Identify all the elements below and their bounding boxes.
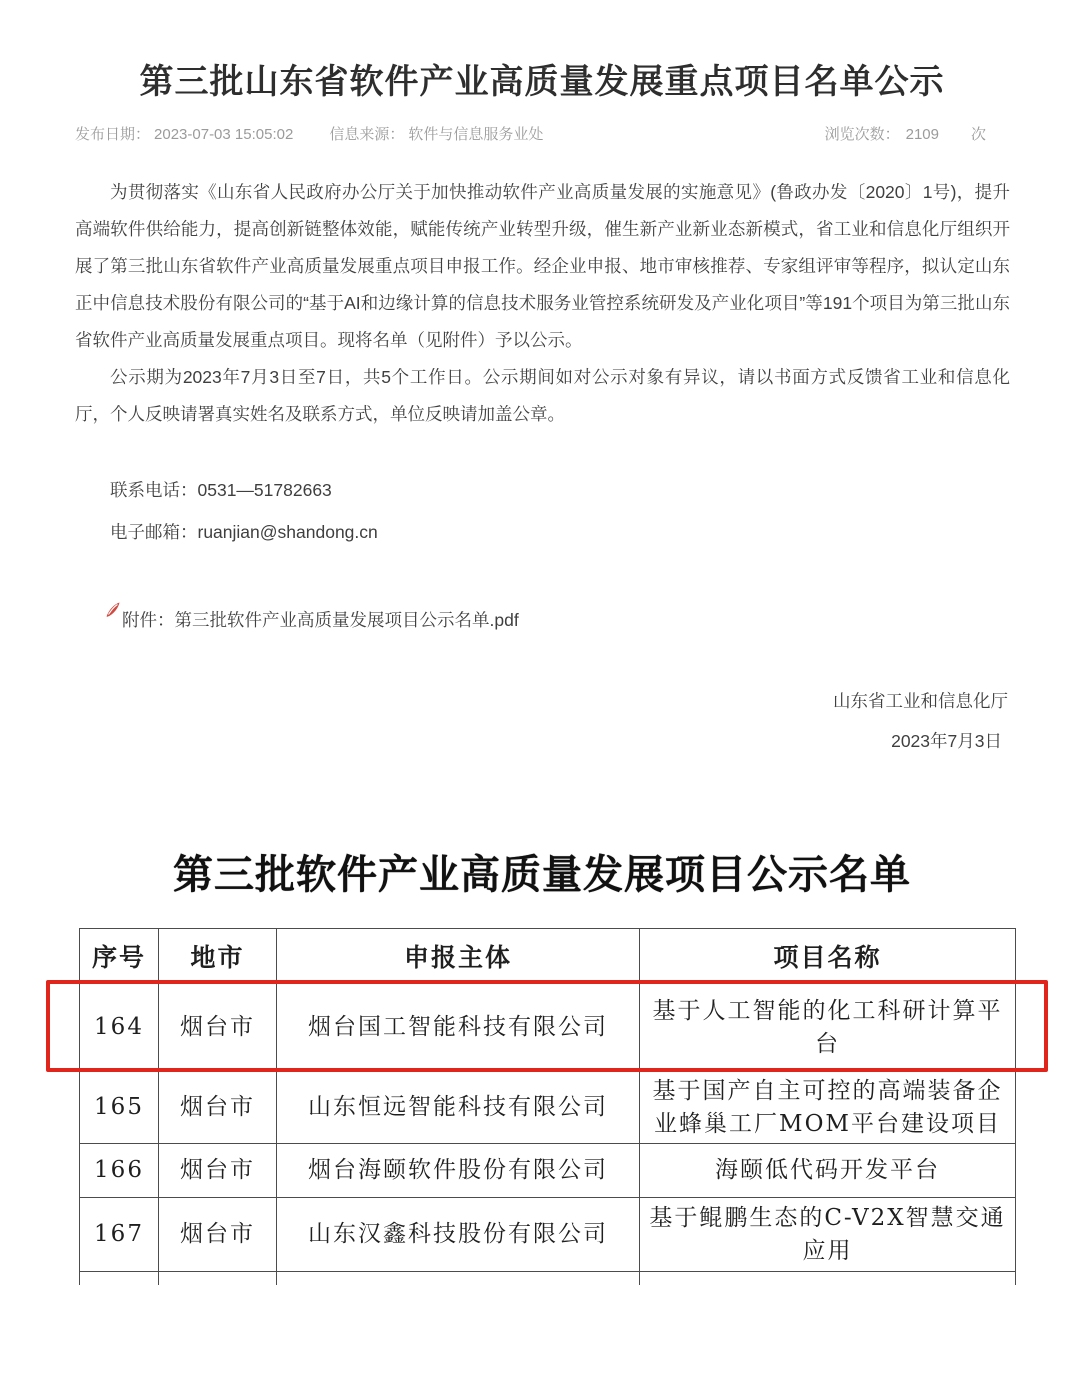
signature-block bbox=[0, 681, 1008, 761]
header-project: 项目名称 bbox=[640, 929, 1016, 984]
table-header-row bbox=[80, 929, 1016, 984]
table-row-167 bbox=[80, 1198, 1016, 1272]
views-unit: 次 bbox=[970, 126, 986, 143]
source-value: 软件与信息服务业处 bbox=[408, 126, 544, 143]
cell-empty bbox=[277, 1272, 640, 1285]
paragraph-1: 为贯彻落实《山东省人民政府办公厅关于加快推动软件产业高质量发展的实施意见》(鲁政办发〔2020〕1号)，提升高端软件供给能力，提高创新链整体效能，赋能传统产业转型升级，催生新产业新业态新模式，省工业和信息化厅组织开展了第三批山东省软件产业高质量发展重点项目申报工作。经企业申报、地市审核推荐、专家组评审等程序，拟认定山东正中信息技术股份有限公司的“基于AI和边缘计算的信息技术服务业管控系统研发及产业化项目”等191个项目为第三批山东省软件产业高质量发展重点项目。现将名单（见附件）予以公示。 bbox=[75, 182, 1010, 350]
table-row-partial bbox=[80, 1272, 1016, 1285]
phone-value: 0531—51782663 bbox=[197, 480, 332, 500]
cell-project: 基于国产自主可控的高端装备企业蜂巢工厂MOM平台建设项目 bbox=[640, 1072, 1016, 1144]
cell-city: 烟台市 bbox=[159, 1072, 277, 1144]
phone-label: 联系电话： bbox=[110, 480, 198, 500]
cell-project: 海颐低代码开发平台 bbox=[640, 1144, 1016, 1198]
publish-date-label: 发布日期： bbox=[75, 126, 151, 143]
contact-block bbox=[75, 469, 1010, 553]
views-count: 2109 bbox=[905, 126, 939, 143]
cell-company: 烟台海颐软件股份有限公司 bbox=[277, 1144, 640, 1198]
attachment-label: 附件： bbox=[122, 610, 175, 630]
announcement-body bbox=[75, 174, 1010, 635]
header-no: 序号 bbox=[80, 929, 159, 984]
signature-org: 山东省工业和信息化厅 bbox=[833, 691, 1008, 711]
cell-empty bbox=[159, 1272, 277, 1285]
meta-right bbox=[825, 123, 986, 144]
attachment-line bbox=[75, 597, 1010, 635]
pdf-icon bbox=[105, 597, 121, 614]
table-row-165 bbox=[80, 1072, 1016, 1144]
cell-city: 烟台市 bbox=[159, 984, 277, 1072]
header-city: 地市 bbox=[159, 929, 277, 984]
publish-date-value: 2023-07-03 15:05:02 bbox=[154, 126, 294, 143]
email-value: ruanjian@shandong.cn bbox=[197, 522, 378, 542]
cell-company: 烟台国工智能科技有限公司 bbox=[277, 984, 640, 1072]
attachment-filename: 第三批软件产业高质量发展项目公示名单.pdf bbox=[174, 610, 519, 630]
cell-empty bbox=[640, 1272, 1016, 1285]
contact-phone-line bbox=[75, 469, 1010, 511]
signature-date: 2023年7月3日 bbox=[891, 731, 1002, 751]
list-title: 第三批软件产业高质量发展项目公示名单 bbox=[173, 851, 911, 898]
table-row-166 bbox=[80, 1144, 1016, 1198]
cell-city: 烟台市 bbox=[159, 1198, 277, 1272]
email-label: 电子邮箱： bbox=[110, 522, 198, 542]
paragraph-2: 公示期为2023年7月3日至7日，共5个工作日。公示期间如对公示对象有异议，请以书面方式反馈省工业和信息化厅，个人反映请署真实姓名及联系方式，单位反映请加盖公章。 bbox=[75, 367, 1010, 424]
project-table-wrap bbox=[79, 928, 1015, 1285]
cell-empty bbox=[80, 1272, 159, 1285]
cell-city: 烟台市 bbox=[159, 1144, 277, 1198]
project-table bbox=[79, 928, 1016, 1285]
cell-project: 基于人工智能的化工科研计算平台 bbox=[640, 984, 1016, 1072]
cell-project: 基于鲲鹏生态的C-V2X智慧交通应用 bbox=[640, 1198, 1016, 1272]
attachment-link[interactable] bbox=[122, 610, 519, 630]
page-title: 第三批山东省软件产业高质量发展重点项目名单公示 bbox=[139, 63, 945, 101]
cell-no: 164 bbox=[80, 984, 159, 1072]
table-row-164 bbox=[80, 984, 1016, 1072]
cell-company: 山东汉鑫科技股份有限公司 bbox=[277, 1198, 640, 1272]
meta-bar bbox=[75, 123, 986, 144]
meta-left bbox=[75, 123, 547, 144]
views-label: 浏览次数： bbox=[824, 126, 900, 143]
cell-company: 山东恒远智能科技有限公司 bbox=[277, 1072, 640, 1144]
cell-no: 166 bbox=[80, 1144, 159, 1198]
contact-email-line bbox=[75, 511, 1010, 553]
cell-no: 165 bbox=[80, 1072, 159, 1144]
cell-no: 167 bbox=[80, 1198, 159, 1272]
source-label: 信息来源： bbox=[329, 126, 405, 143]
header-company: 申报主体 bbox=[277, 929, 640, 984]
